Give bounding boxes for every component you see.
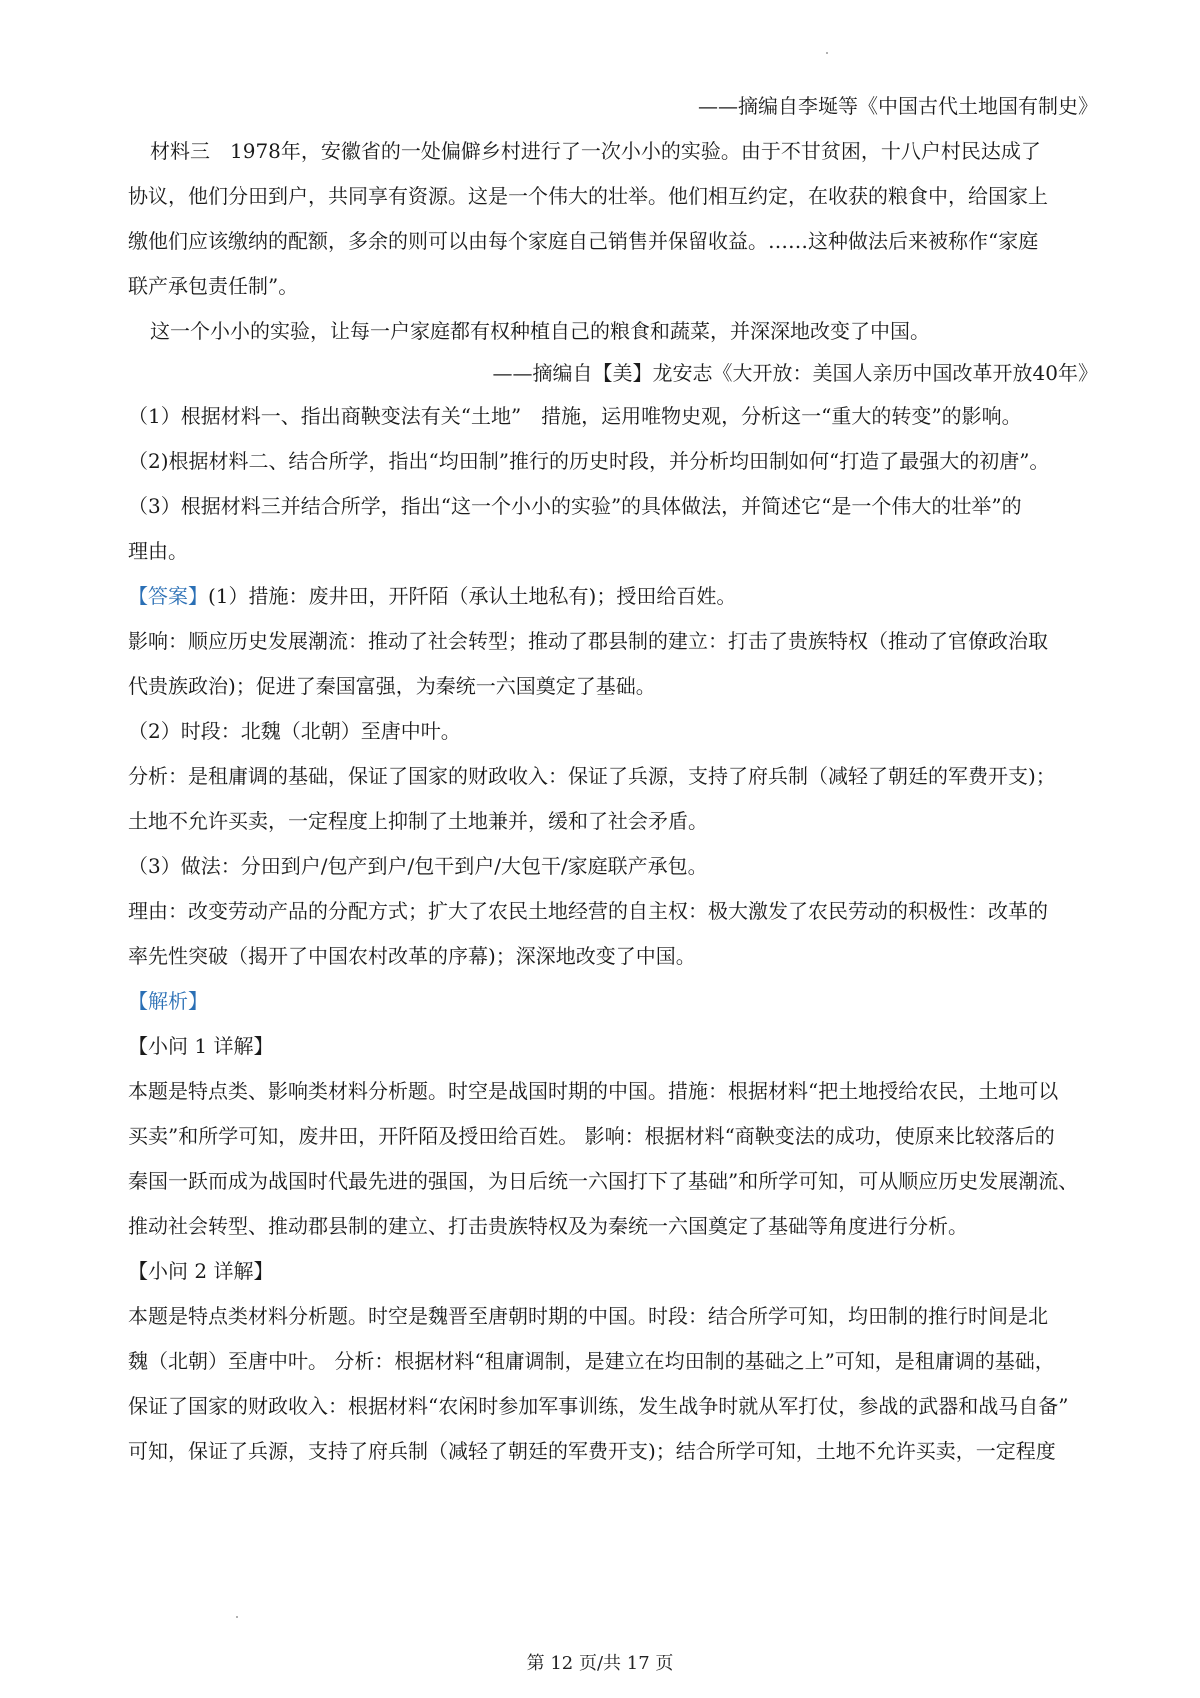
answer-1: (1）措施：废井田，开阡陌（承认土地私有)；授田给百姓。 bbox=[208, 584, 737, 608]
page-footer: 第 12 页/共 17 页 bbox=[526, 1653, 674, 1674]
material-3-line-1: 材料三 1978年，安徽省的一处偏僻乡村进行了一次小小的实验。由于不甘贫困，十八户村民达成了 bbox=[150, 139, 1041, 163]
analysis-2-line-4: 可知，保证了兵源，支持了府兵制（减轻了朝廷的军费开支)；结合所学可知，土地不允许买卖，一定程度 bbox=[128, 1439, 1056, 1463]
material-3-line-5: 这一个小小的实验，让每一户家庭都有权种植自己的粮食和蔬菜，并深深地改变了中国。 bbox=[150, 319, 930, 343]
answer-1-effect-line-2: 代贵族政治)；促进了秦国富强，为秦统一六国奠定了基础。 bbox=[128, 674, 656, 698]
answer-3: （3）做法：分田到户/包产到户/包干到户/大包干/家庭联产承包。 bbox=[128, 854, 708, 878]
answer-line-1 bbox=[128, 582, 1098, 610]
answer-2-analysis-line-1: 分析：是租庸调的基础，保证了国家的财政收入：保证了兵源，支持了府兵制（减轻了朝廷的军费开支)； bbox=[128, 764, 1056, 788]
answer-1-effect-line-1: 影响：顺应历史发展潮流：推动了社会转型；推动了郡县制的建立：打击了贵族特权（推动了官僚政治取 bbox=[128, 629, 1048, 653]
sub-question-1-heading: 【小问 1 详解】 bbox=[128, 1034, 274, 1058]
question-3-line-2: 理由。 bbox=[128, 539, 188, 563]
material-3-line-3: 缴他们应该缴纳的配额，多余的则可以由每个家庭自己销售并保留收益。……这种做法后来被称作“家庭 bbox=[128, 229, 1039, 253]
answer-2-analysis-line-2: 土地不允许买卖，一定程度上抑制了土地兼并，缓和了社会矛盾。 bbox=[128, 809, 708, 833]
analysis-2-line-2: 魏（北朝）至唐中叶。 分析：根据材料“租庸调制，是建立在均田制的基础之上”可知，是租庸调的基础， bbox=[128, 1349, 1055, 1373]
question-2: （2)根据材料二、结合所学，指出“均田制”推行的历史时段，并分析均田制如何“打造了最强大的初唐”。 bbox=[128, 449, 1050, 473]
question-3-line-1: （3）根据材料三并结合所学，指出“这一个小小的实验”的具体做法，并简述它“是一个伟大的壮举”的 bbox=[128, 494, 1022, 518]
scan-speck bbox=[236, 1616, 238, 1618]
scan-speck bbox=[826, 52, 828, 54]
analysis-2-line-3: 保证了国家的财政收入：根据材料“农闲时参加军事训练，发生战争时就从军打仗，参战的武器和战马自备” bbox=[128, 1394, 1069, 1418]
material-3-line-4: 联产承包责任制”。 bbox=[128, 274, 299, 298]
source-citation-1: ——摘编自李埏等《中国古代土地国有制史》 bbox=[698, 94, 1098, 118]
material-3-line-2: 协议，他们分田到户，共同享有资源。这是一个伟大的壮举。他们相互约定，在收获的粮食中，给国家上 bbox=[128, 184, 1048, 208]
answer-3-reason-line-1: 理由：改变劳动产品的分配方式；扩大了农民土地经营的自主权：极大激发了农民劳动的积极性：改革的 bbox=[128, 899, 1048, 923]
sub-question-2-heading: 【小问 2 详解】 bbox=[128, 1259, 274, 1283]
analysis-2-line-1: 本题是特点类材料分析题。时空是魏晋至唐朝时期的中国。时段：结合所学可知，均田制的推行时间是北 bbox=[128, 1304, 1048, 1328]
analysis-1-line-2: 买卖”和所学可知，废井田，开阡陌及授田给百姓。 影响：根据材料“商鞅变法的成功，使原来比较落后的 bbox=[128, 1124, 1055, 1148]
answer-2: （2）时段：北魏（北朝）至唐中叶。 bbox=[128, 719, 461, 743]
analysis-tag: 【解析】 bbox=[128, 989, 208, 1013]
analysis-1-line-1: 本题是特点类、影响类材料分析题。时空是战国时期的中国。措施：根据材料“把土地授给农民，土地可以 bbox=[128, 1079, 1059, 1103]
answer-tag: 【答案】 bbox=[128, 584, 208, 608]
source-citation-2: ——摘编自【美】龙安志《大开放：美国人亲历中国改革开放40年》 bbox=[492, 361, 1098, 385]
analysis-1-line-3: 秦国一跃而成为战国时代最先进的强国，为日后统一六国打下了基础”和所学可知，可从顺应历史发展潮流、 bbox=[128, 1169, 1079, 1193]
question-1: （1）根据材料一、指出商鞅变法有关“土地” 措施，运用唯物史观，分析这一“重大的转变”的影响。 bbox=[128, 404, 1022, 428]
answer-3-reason-line-2: 率先性突破（揭开了中国农村改革的序幕)；深深地改变了中国。 bbox=[128, 944, 696, 968]
analysis-1-line-4: 推动社会转型、推动郡县制的建立、打击贵族特权及为秦统一六国奠定了基础等角度进行分析。 bbox=[128, 1214, 968, 1238]
